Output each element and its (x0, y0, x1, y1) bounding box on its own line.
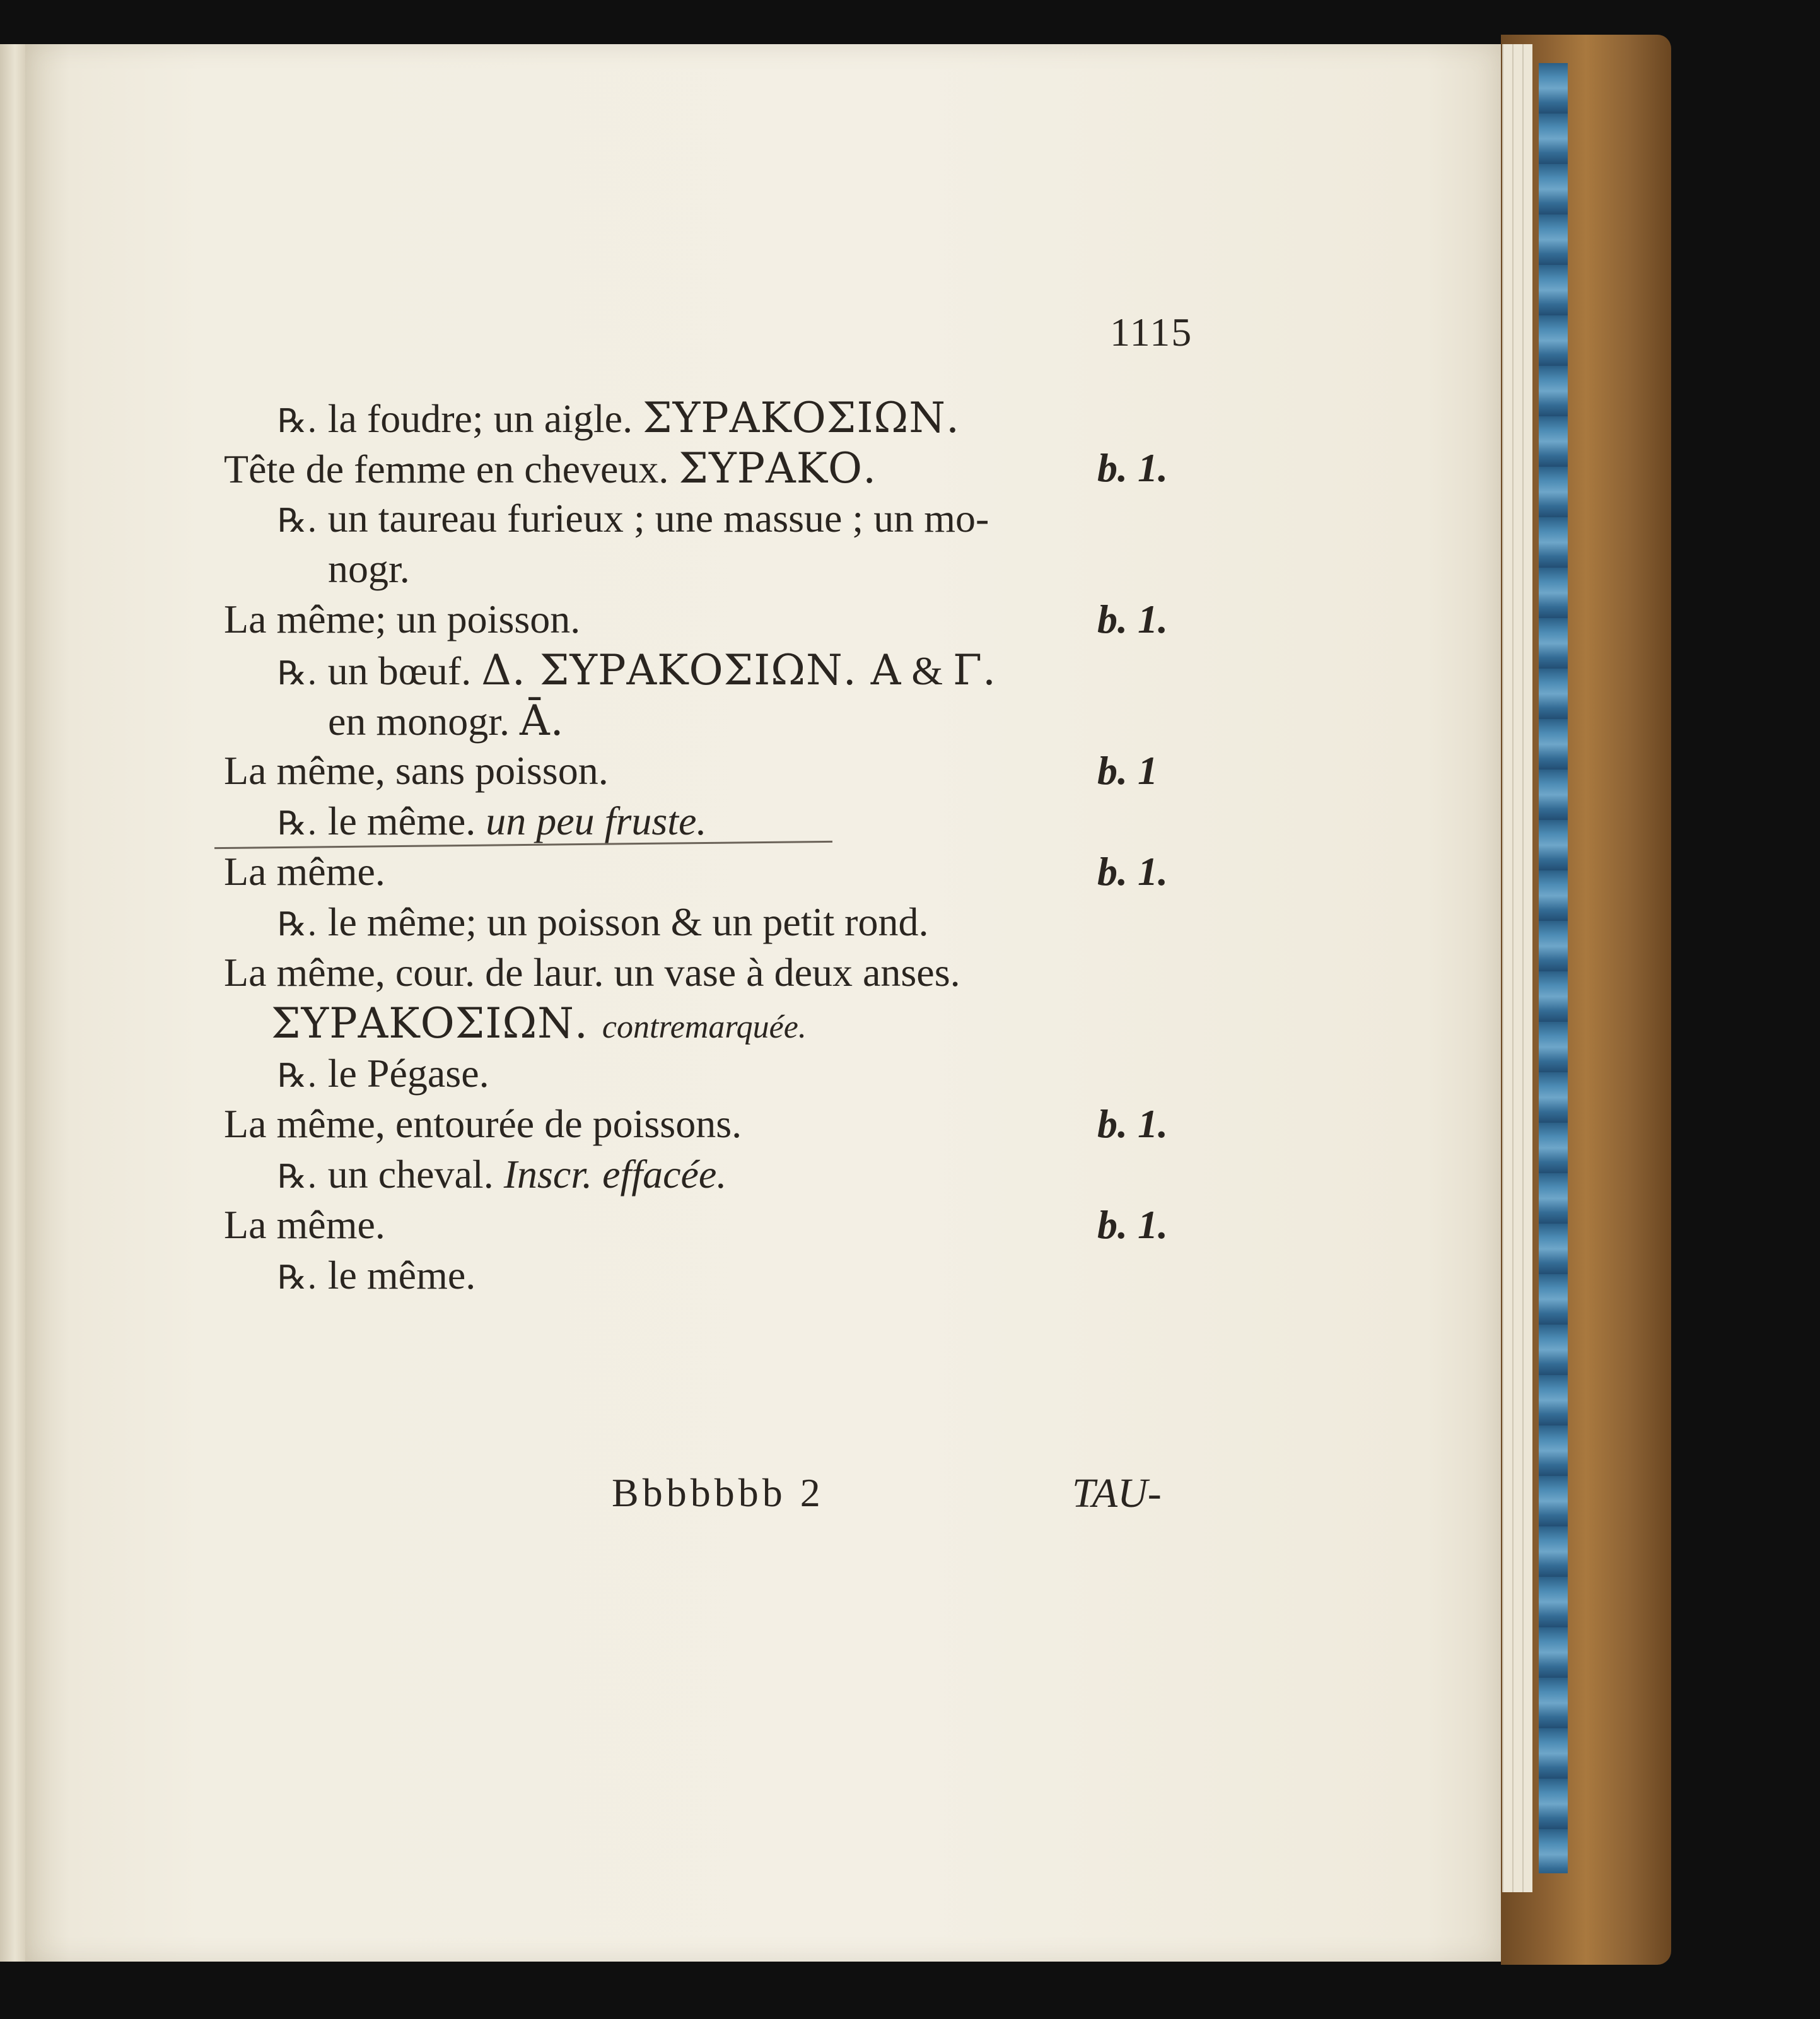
text-line (277, 801, 706, 841)
line-text: La même, cour. de laur. un vase à deux anses. (224, 950, 960, 995)
line-text: le même. (327, 799, 486, 843)
text-line (277, 394, 960, 442)
line-text: un peu fruste. (486, 799, 707, 843)
line-text: le même; un poisson & un petit rond. (327, 899, 929, 944)
text-line (277, 646, 996, 694)
text-line (277, 1154, 726, 1195)
reverse-symbol: ℞. (277, 502, 328, 540)
text-line (224, 1101, 742, 1146)
text-line (277, 899, 929, 944)
page-edge (1512, 44, 1522, 1892)
line-text: La même, sans poisson. (224, 748, 609, 793)
line-text: un cheval. (327, 1152, 504, 1197)
size-mark: b. 1. (1097, 1202, 1168, 1247)
signature-mark: Bbbbbbb 2 (612, 1470, 824, 1515)
text-line (224, 444, 877, 493)
text-line (224, 952, 960, 993)
line-text: Tête de femme en cheveux. (224, 447, 679, 491)
size-mark: b. 1. (1097, 597, 1168, 641)
line-text: & (901, 648, 954, 693)
line-text: La même, entourée de poissons. (224, 1101, 742, 1146)
reverse-symbol: ℞. (277, 402, 328, 440)
text-line (277, 1053, 489, 1094)
text-line (224, 599, 580, 640)
marbled-edge (1539, 63, 1568, 1873)
page-edge (1522, 44, 1532, 1892)
reverse-symbol: ℞. (277, 1158, 328, 1196)
catchword: TAU- (1072, 1470, 1162, 1516)
reverse-symbol: ℞. (277, 655, 328, 693)
size-mark: b. 1. (1097, 849, 1168, 894)
line-text: nogr. (328, 546, 410, 591)
greek-inscription: Γ. (953, 646, 996, 694)
size-mark: b. 1. (1097, 445, 1168, 490)
line-text: Inscr. effacée. (503, 1152, 727, 1197)
size-mark: b. 1 (1097, 748, 1158, 793)
text-line (328, 696, 564, 745)
line-text: le même. (327, 1253, 476, 1297)
text-line (328, 546, 410, 591)
greek-inscription: ΣΥΡΑΚΟΣΙΩΝ. (271, 999, 602, 1048)
greek-inscription: ΣΥΡΑΚΟΣΙΩΝ. (643, 394, 960, 442)
text-line (277, 498, 989, 539)
text-line (224, 1202, 385, 1247)
text-line (224, 748, 609, 793)
text-line (271, 999, 807, 1048)
line-text: en monogr. (328, 699, 520, 744)
line-text: La même. (224, 1202, 385, 1247)
line-text: un bœuf. (327, 648, 482, 693)
greek-inscription: Ā. (519, 696, 564, 745)
text-line (277, 1255, 475, 1296)
line-text: La même; un poisson. (224, 597, 581, 641)
line-text: le Pégase. (327, 1051, 489, 1096)
book-page (25, 44, 1501, 1962)
facing-page-edge (0, 44, 25, 1962)
greek-inscription: Δ. ΣΥΡΑΚΟΣΙΩΝ. Α (481, 646, 902, 694)
page-number: 1115 (1110, 310, 1193, 354)
reverse-symbol: ℞. (277, 1259, 328, 1297)
page-edge (1502, 44, 1512, 1892)
reverse-symbol: ℞. (277, 1057, 328, 1095)
line-text: La même. (224, 849, 385, 894)
reverse-symbol: ℞. (277, 906, 328, 944)
greek-inscription: ΣΥΡΑΚΟ. (679, 444, 877, 493)
size-mark: b. 1. (1097, 1101, 1168, 1146)
reverse-symbol: ℞. (277, 805, 328, 843)
line-text: la foudre; un aigle. (327, 396, 643, 441)
text-line (224, 851, 385, 892)
line-text: contremarquée. (602, 1009, 807, 1045)
line-text: un taureau furieux ; une massue ; un mo- (327, 496, 989, 541)
